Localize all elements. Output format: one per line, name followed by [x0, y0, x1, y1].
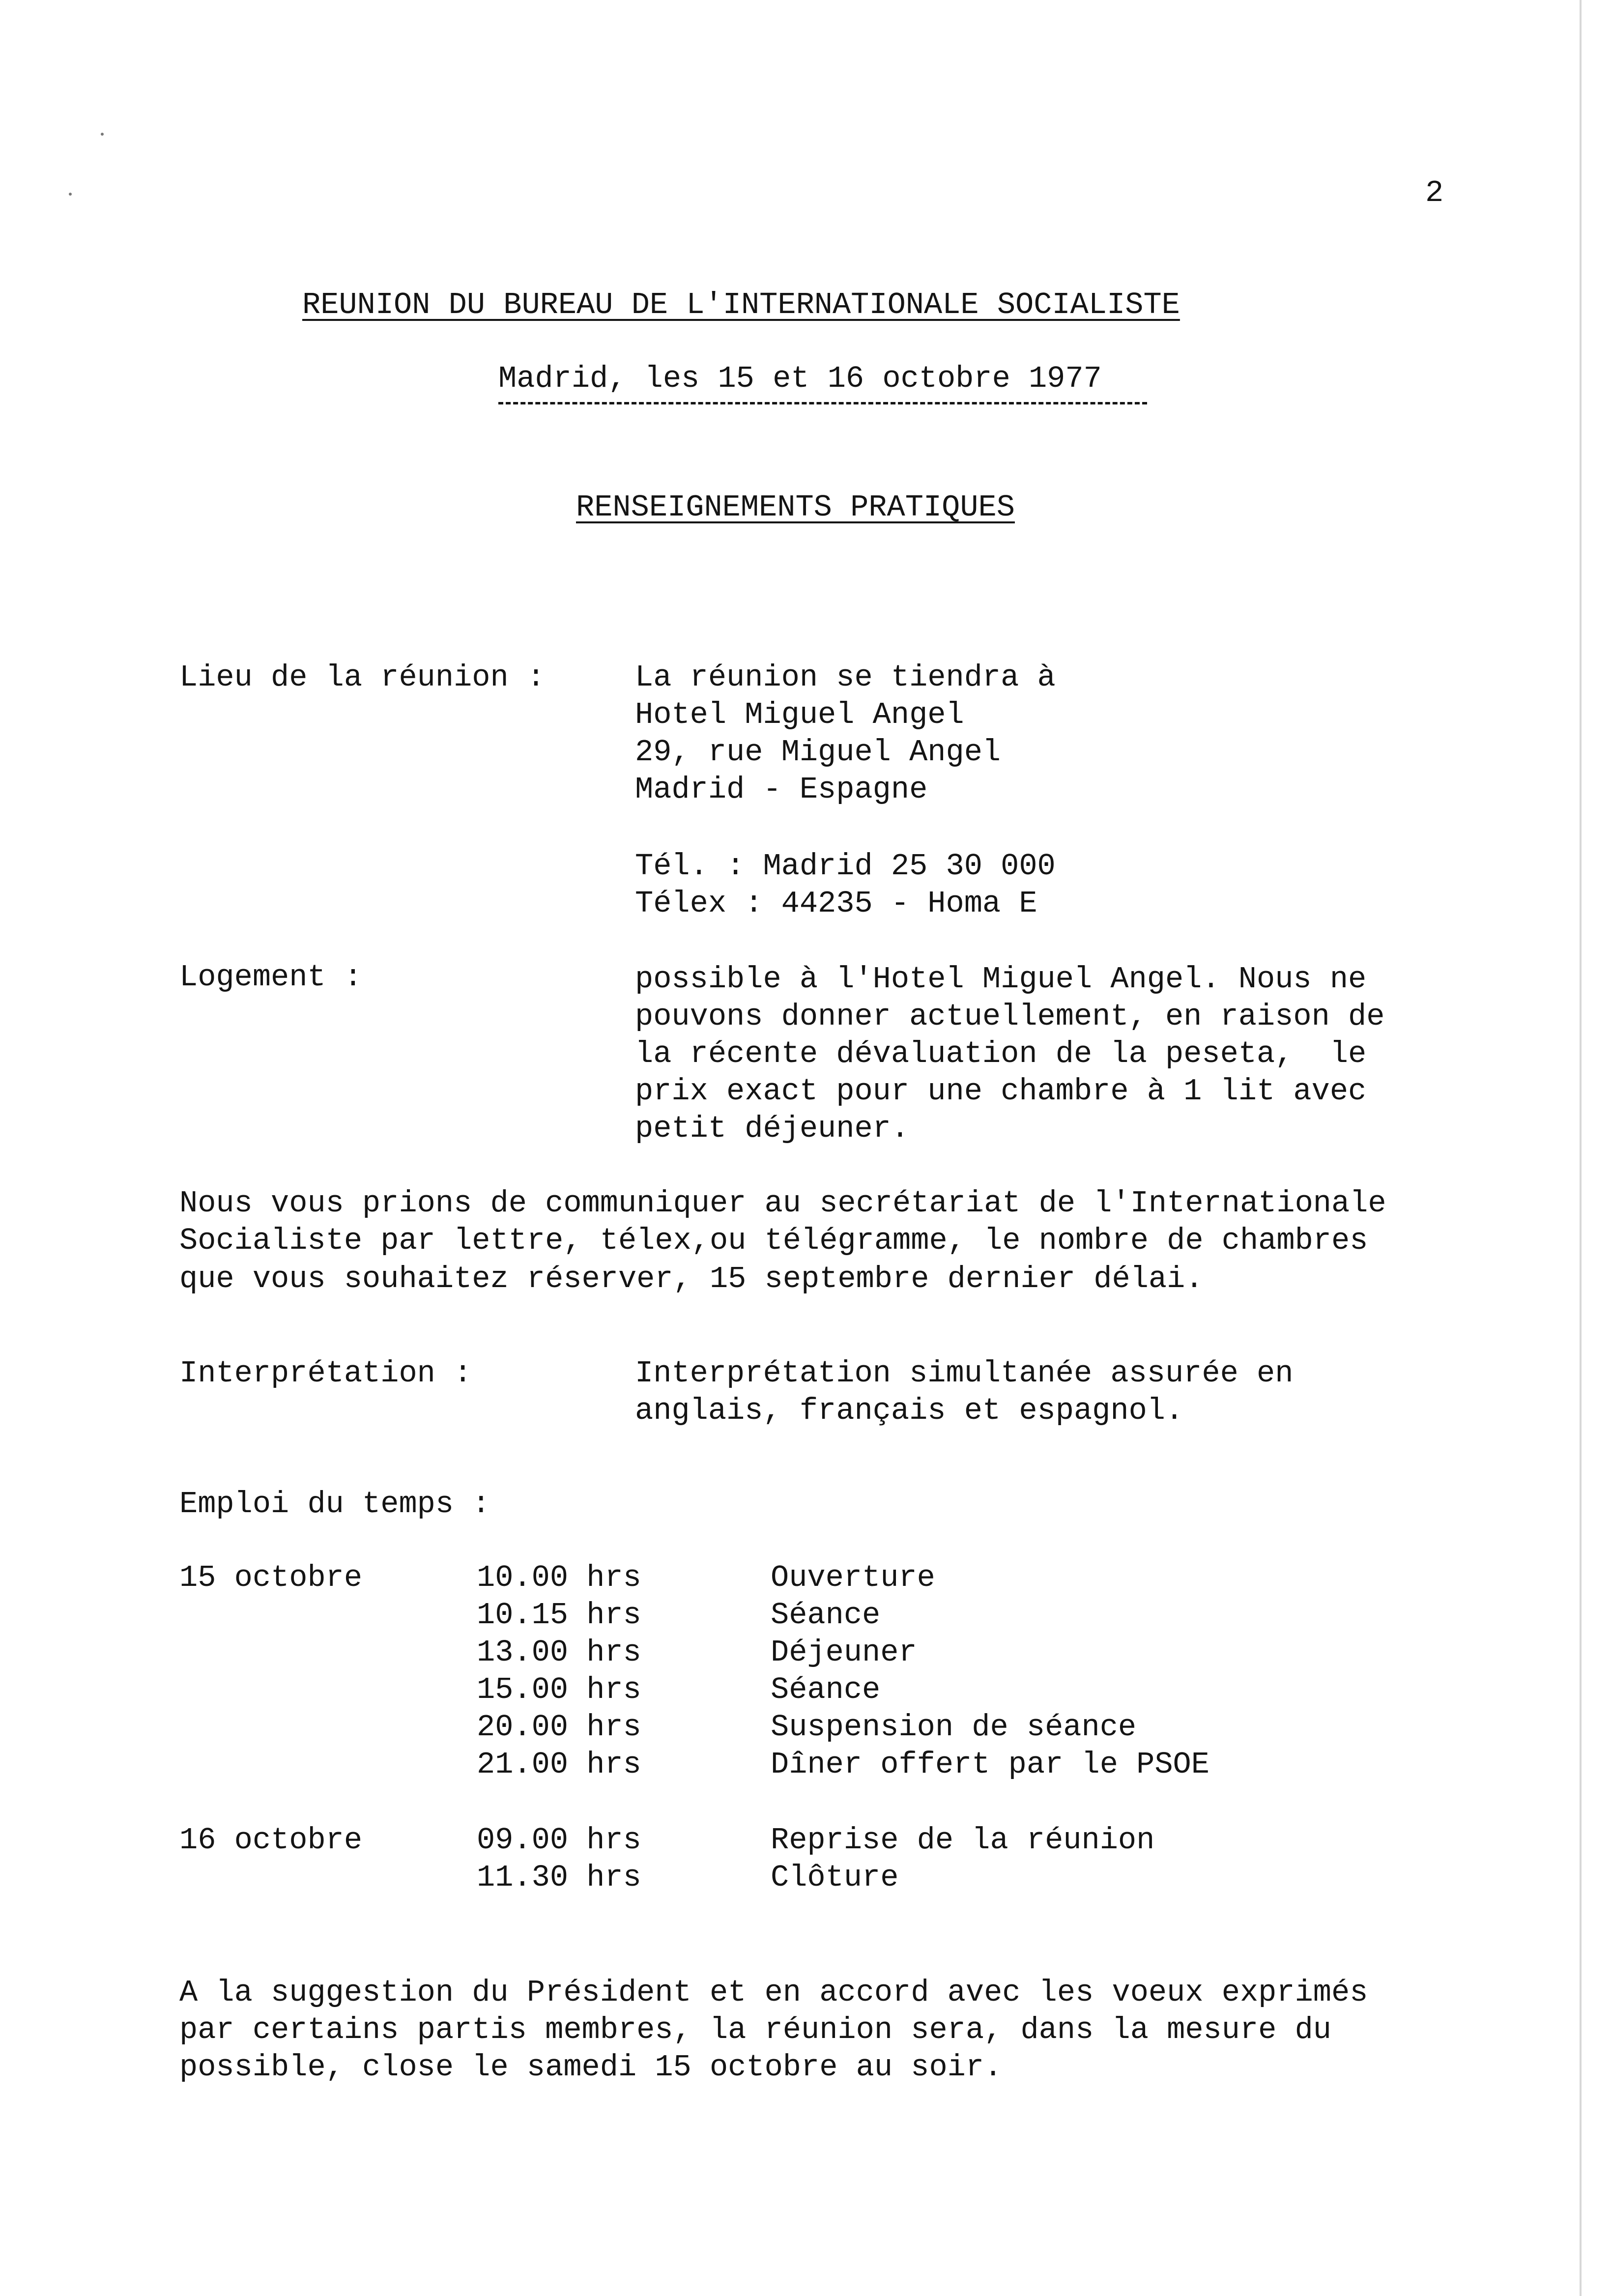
schedule-date: 15 octobre — [179, 1560, 363, 1595]
schedule-event: Reprise de la réunion — [771, 1823, 1155, 1858]
lieu-line: Hotel Miguel Angel — [635, 697, 964, 732]
interpretation-line: anglais, français et espagnol. — [635, 1393, 1184, 1428]
logement-line: petit déjeuner. — [635, 1111, 910, 1146]
schedule-event: Dîner offert par le PSOE — [771, 1747, 1209, 1782]
interpretation-line: Interprétation simultanée assurée en — [635, 1356, 1294, 1391]
contact-line: Tél. : Madrid 25 30 000 — [635, 849, 1056, 884]
logement-line: possible à l'Hotel Miguel Angel. Nous ne — [635, 962, 1367, 997]
schedule-label: Emploi du temps : — [179, 1487, 490, 1521]
subtitle-dashed-underline — [498, 402, 1147, 404]
logement-line: prix exact pour une chambre à 1 lit avec — [635, 1074, 1367, 1109]
schedule-time: 15.00 hrs — [477, 1672, 641, 1707]
paragraph-line: que vous souhaitez réserver, 15 septembre dernier délai. — [179, 1262, 1204, 1296]
page-number: 2 — [1425, 175, 1444, 210]
schedule-event: Séance — [771, 1672, 881, 1707]
schedule-time: 20.00 hrs — [477, 1710, 641, 1745]
schedule-event: Clôture — [771, 1860, 899, 1895]
paragraph-line: A la suggestion du Président et en accord avec les voeux exprimés — [179, 1975, 1368, 2010]
lieu-label: Lieu de la réunion : — [179, 660, 546, 695]
lieu-line: 29, rue Miguel Angel — [635, 735, 1001, 770]
document-subtitle: Madrid, les 15 et 16 octobre 1977 — [498, 361, 1102, 396]
paragraph-line: par certains partis membres, la réunion sera, dans la mesure du — [179, 2012, 1331, 2047]
page-edge-shadow — [1580, 0, 1582, 2296]
paragraph-line: Nous vous prions de communiquer au secrétariat de l'Internationale — [179, 1186, 1386, 1221]
schedule-time: 13.00 hrs — [477, 1635, 641, 1670]
schedule-event: Suspension de séance — [771, 1710, 1137, 1745]
logement-line: pouvons donner actuellement, en raison de — [635, 999, 1385, 1034]
lieu-line: Madrid - Espagne — [635, 772, 928, 807]
schedule-time: 09.00 hrs — [477, 1823, 641, 1858]
schedule-date: 16 octobre — [179, 1823, 363, 1858]
schedule-event: Ouverture — [771, 1560, 935, 1595]
logement-label: Logement : — [179, 960, 363, 995]
paragraph-line: Socialiste par lettre, télex,ou télégramme, le nombre de chambres — [179, 1223, 1368, 1258]
schedule-time: 21.00 hrs — [477, 1747, 641, 1782]
document-title: REUNION DU BUREAU DE L'INTERNATIONALE SOCIALISTE — [302, 287, 1180, 322]
scan-speck — [69, 193, 72, 196]
scan-speck — [101, 133, 104, 136]
interpretation-label: Interprétation : — [179, 1356, 472, 1391]
schedule-event: Déjeuner — [771, 1635, 917, 1670]
logement-line: la récente dévaluation de la peseta, le — [635, 1036, 1367, 1071]
schedule-time: 11.30 hrs — [477, 1860, 641, 1895]
paragraph-line: possible, close le samedi 15 octobre au soir. — [179, 2050, 1003, 2085]
schedule-event: Séance — [771, 1598, 881, 1633]
contact-line: Télex : 44235 - Homa E — [635, 886, 1037, 921]
lieu-line: La réunion se tiendra à — [635, 660, 1056, 695]
section-title: RENSEIGNEMENTS PRATIQUES — [576, 490, 1015, 525]
schedule-time: 10.00 hrs — [477, 1560, 641, 1595]
schedule-time: 10.15 hrs — [477, 1598, 641, 1633]
